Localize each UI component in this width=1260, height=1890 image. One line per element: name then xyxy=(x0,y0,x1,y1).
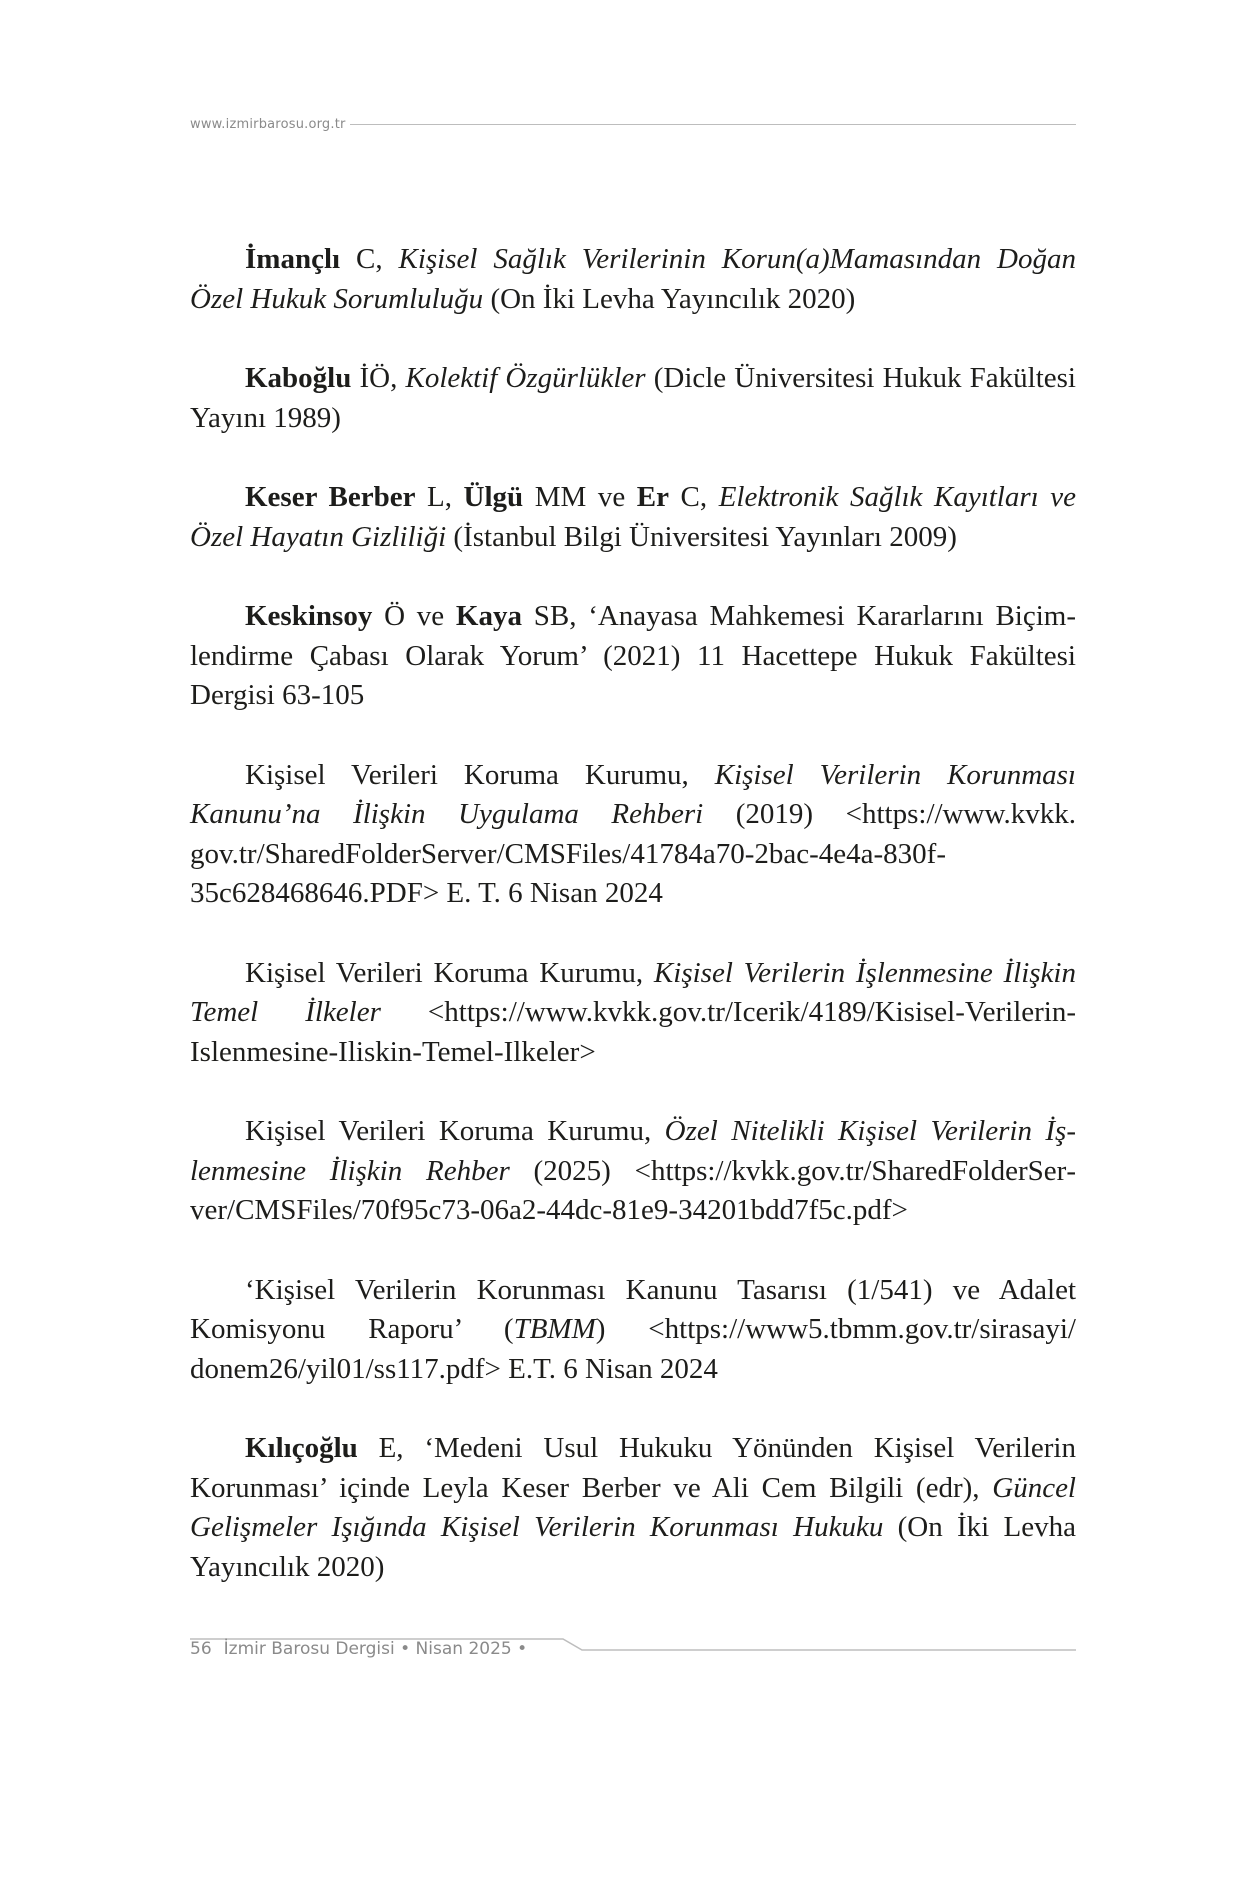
author-name: İmançlı xyxy=(245,243,341,275)
footer-text xyxy=(190,1639,539,1659)
work-title: Elektronik Sağlık Kayıtları ve Özel Hayatın Gizliliği xyxy=(190,481,1077,553)
entry-text: (Dicle Üniversitesi Hukuk Fakültesi Yayını 1989) xyxy=(190,362,1076,434)
entry-text: Kişisel Verileri Koruma Kurumu, xyxy=(245,758,715,791)
bibliography-entry xyxy=(190,1271,1076,1390)
entry-text: C, xyxy=(340,243,399,275)
entry-text: Ö ve xyxy=(372,600,456,632)
bibliography-entry xyxy=(190,597,1076,716)
author-name: Keskinsoy xyxy=(245,600,373,632)
work-title: Güncel Gelişmeler Işığında Kişisel Verilerin Korunması Hukuku xyxy=(190,1471,1076,1543)
website-url: www.izmirbarosu.org.tr xyxy=(190,116,346,132)
work-title: Kişisel Verilerin Korunması Kanunu’na İlişkin Uygulama Rehberi xyxy=(190,758,1076,830)
header-rule xyxy=(350,124,1076,125)
author-name: Kaboğlu xyxy=(245,362,352,394)
bibliography-entry xyxy=(190,359,1076,438)
work-title: Kolektif Özgürlükler xyxy=(405,362,646,394)
author-name: Kaya xyxy=(455,600,522,632)
entry-text: C, xyxy=(668,481,719,513)
entry-text: Kişisel Verileri Koruma Kurumu, xyxy=(245,1115,665,1147)
author-name: Er xyxy=(636,481,669,513)
entry-text: İÖ, xyxy=(351,362,406,394)
entry-text: SB, ‘Anayasa Mahkemesi Kararlarını Biçimlendirme Çabası Olarak Yorum’ (2021) 11 Hacettepe Hukuk Fakültesi Dergisi 63-105 xyxy=(190,600,1076,711)
bibliography-entry xyxy=(190,756,1076,914)
bibliography-entry xyxy=(190,1429,1076,1587)
page-header xyxy=(190,112,1076,136)
entry-text: Kişisel Verileri Koruma Kurumu, xyxy=(245,956,654,989)
work-title: Özel Nitelikli Kişisel Verilerin İşlenmesine İlişkin Rehber xyxy=(190,1115,1076,1187)
entry-text: MM ve xyxy=(523,481,637,513)
author-name: Keser Berber xyxy=(245,481,416,513)
entry-text: (2025) <https://kvkk.gov.tr/SharedFolderServer/CMSFiles/70f95c73-06a2-44dc-81e9-34201bdd7f5c.pdf> xyxy=(190,1154,1077,1226)
entry-text: (2019) <https://www.kvkk.​gov.tr/SharedFolderServer/CMSFiles/41784a70-2bac-4e4a-830f-​35c628468646.PDF> E. T. 6 Nisan 2024 xyxy=(190,798,1077,909)
bibliography-entry xyxy=(190,478,1076,557)
entry-text: (İstanbul Bilgi Üniversitesi Yayınları 2009) xyxy=(446,520,957,553)
entry-text: (On İki Levha Yayıncılık 2020) xyxy=(190,1511,1076,1583)
entry-text: E, ‘Medeni Usul Hukuku Yönünden Kişisel Verilerin Korunması’ içinde Leyla Keser Berber ve Ali Cem Bilgili (edr), xyxy=(190,1432,1076,1504)
bibliography-entry xyxy=(190,954,1076,1073)
entry-text: <https://www.kvkk.gov.tr/Icerik/4189/Kisisel-Verilerin-Islenmesine-Iliskin-Temel-Ilkeler> xyxy=(190,996,1076,1068)
author-name: Ülgü xyxy=(463,481,524,513)
page-footer xyxy=(190,1637,1076,1667)
author-name: Kılıçoğlu xyxy=(245,1432,358,1464)
work-title: TBMM xyxy=(513,1313,596,1345)
bibliography-entry xyxy=(190,240,1076,319)
bibliography-entry xyxy=(190,1112,1076,1231)
work-title: Kişisel Sağlık Verilerinin Korun(a)Mamasından Doğan Özel Hukuk Sorumluluğu xyxy=(190,243,1076,315)
journal-title: İzmir Barosu Dergisi • Nisan 2025 • xyxy=(223,1639,528,1659)
entry-text: (On İki Levha Yayıncılık 2020) xyxy=(483,282,856,315)
entry-text: ‘Kişisel Verilerin Korunması Kanunu Tasarısı (1/541) ve Adalet Komisyonu Raporu’ ( xyxy=(190,1273,1076,1345)
bibliography xyxy=(190,240,1076,1627)
entry-text: L, xyxy=(415,481,464,513)
entry-text: ) <https://www5.tbmm.gov.tr/sirasayi/​donem26/yil01/ss117.pdf> E.T. 6 Nisan 2024 xyxy=(190,1313,1076,1385)
page-number: 56 xyxy=(190,1639,212,1659)
work-title: Kişisel Verilerin İşlenmesine İlişkin Temel İlkeler xyxy=(190,956,1076,1028)
